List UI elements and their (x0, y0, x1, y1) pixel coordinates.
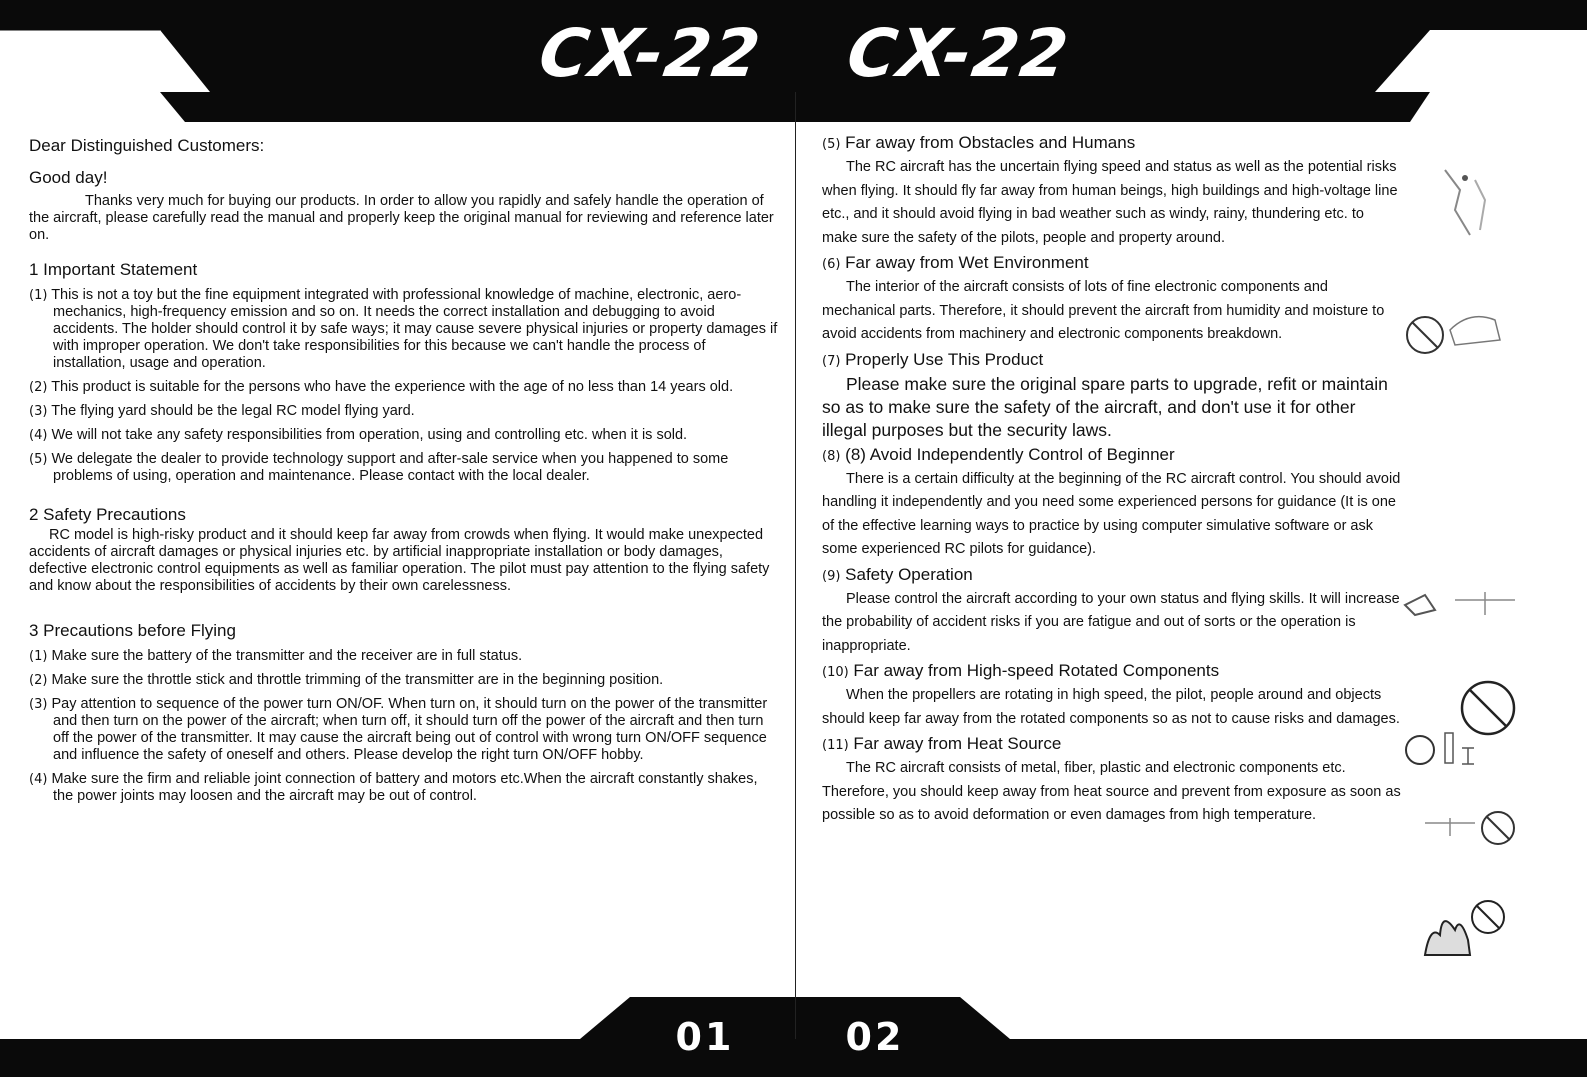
good-day: Good day! (29, 168, 108, 187)
rule-title: Far away from High-speed Rotated Components (853, 661, 1220, 680)
rule-heading (822, 733, 1402, 757)
s1-item (29, 287, 779, 372)
rule-title: Far away from Wet Environment (845, 253, 1089, 272)
rule-heading (822, 252, 1402, 276)
item-text: This is not a toy but the fine equipment integrated with professional knowledge of machine, electronic, aero-mechanics, high-frequency emission and so on. It needs the correct installation and debugging to avoid accidents. The holder should control it by safe ways; it may cause severe physical injuries or property damages if with improper operation. We don't take responsibilities for this because we can't handle the process of installation, usage and operation. (51, 287, 778, 371)
rule-title: Far away from Heat Source (853, 734, 1062, 753)
item-text: The flying yard should be the legal RC model flying yard. (51, 403, 415, 419)
footer-band (0, 987, 1587, 1077)
s1-item (29, 403, 779, 420)
s3-item (29, 648, 779, 665)
s3-item (29, 696, 779, 764)
rule-title: (8) Avoid Independently Control of Beginner (845, 444, 1175, 464)
item-number: (2) (29, 673, 48, 688)
no-heat-source-icon (1420, 895, 1520, 960)
item-text: Make sure the throttle stick and throttle trimming of the transmitter are in the beginning position. (51, 672, 664, 688)
item-number: (2) (29, 380, 48, 395)
item-text: Make sure the firm and reliable joint connection of battery and motors etc.When the aircraft constantly shakes, the power joints may loosen and the aircraft may be out of control. (51, 771, 758, 804)
s1-item (29, 451, 779, 485)
s1-item (29, 427, 779, 444)
section-2-title: 2 Safety Precautions (29, 505, 186, 524)
logo-cx22-left: CX-22 (534, 15, 767, 92)
rule-heading (822, 132, 1402, 156)
fatigue-warning-icon (1400, 678, 1525, 778)
rule-title: Properly Use This Product (845, 349, 1044, 369)
item-text: We delegate the dealer to provide technology support and after-sale service when you happened to some problems of using, operation and maintenance. Please contact with the local dealer. (51, 451, 729, 484)
rule-heading (822, 660, 1402, 684)
rule-heading (822, 564, 1402, 588)
rule-title: Safety Operation (845, 564, 973, 584)
section-2-text: RC model is high-risky product and it should keep far away from crowds when flying. It would make unexpected accidents of aircraft damages or physical injuries etc. by artificial inappropriate installation or body damages, defective electronic control equipments as well as familiar operation. The pilot must pay attention to the flying safety and know about the responsibilities of accidents by their own carelessness. (29, 527, 770, 594)
rule-heading (822, 349, 1402, 373)
section-3-title: 3 Precautions before Flying (29, 621, 236, 640)
item-text: Pay attention to sequence of the power turn ON/OF. When turn on, it should turn on the power of the transmitter and then turn on the power of the aircraft; when turn off, it should turn off the power of the aircraft and then turn off the power of the transmitter. It may cause the aircraft being out of control with wrong turn ON/OFF sequence and influence the safety of oneself and others. Please develop the right turn ON/OFF hobby. (51, 696, 768, 763)
item-number: (5) (29, 452, 48, 467)
simulator-practice-illustration (1390, 580, 1520, 630)
item-text: Make sure the battery of the transmitter and the receiver are in full status. (51, 648, 523, 664)
rule-number: (5) (822, 137, 841, 152)
item-number: (3) (29, 697, 48, 712)
rule-text: The RC aircraft consists of metal, fiber, plastic and electronic components etc. Therefore, you should keep away from heat source and prevent from exposure as soon as possible so as to avoid deformation or even damages from high temperature. (822, 760, 1401, 823)
rule-number: (9) (822, 568, 841, 584)
item-text: This product is suitable for the persons who have the experience with the age of no less than 14 years old. (51, 379, 734, 395)
no-water-icon (1400, 300, 1510, 360)
item-number: (4) (29, 428, 48, 443)
rule-heading (822, 444, 1402, 468)
intro-paragraph: Thanks very much for buying our products. In order to allow you rapidly and safely handle the operation of the aircraft, please carefully read the manual and properly keep the original manual for reviewing and reference later on. (29, 193, 774, 243)
header-band (0, 0, 1587, 122)
logo-cx22-right: CX-22 (842, 15, 1075, 92)
page-number-left: 01 (675, 1015, 735, 1059)
greeting: Dear Distinguished Customers: (29, 136, 265, 155)
section-1-title: 1 Important Statement (29, 260, 198, 279)
item-number: (3) (29, 404, 48, 419)
rule-text: The interior of the aircraft consists of lots of fine electronic components and mechanical parts. Therefore, it should prevent the aircraft from humidity and moisture to avoid accidents from machinery and electronic components breakdown. (822, 279, 1385, 342)
obstacle-warning-illustration (1415, 160, 1515, 240)
s3-item (29, 771, 779, 805)
rule-text: When the propellers are rotating in high speed, the pilot, people around and objects should keep far away from the rotated components so as not to cause risks and damages. (822, 687, 1400, 727)
rule-number: (7) (822, 353, 841, 369)
rule-number: (10) (822, 665, 849, 680)
left-page (29, 130, 779, 805)
rule-number: (8) (822, 448, 841, 464)
item-number: (1) (29, 288, 48, 303)
rule-number: (6) (822, 257, 841, 272)
rule-text: Please control the aircraft according to your own status and flying skills. It will increase the probability of accident risks if you are fatigue and out of sorts or the operation is inappropriate. (822, 590, 1400, 654)
no-propeller-contact-icon (1420, 808, 1520, 848)
s1-item (29, 379, 779, 396)
right-page (822, 130, 1402, 828)
rule-title: Far away from Obstacles and Humans (845, 133, 1136, 152)
item-number: (4) (29, 772, 48, 787)
rule-text: Please make sure the original spare parts to upgrade, refit or maintain so as to make sure the safety of the aircraft, and don't use it for other illegal purposes but the security laws. (822, 373, 1388, 440)
rule-number: (11) (822, 738, 849, 753)
item-number: (1) (29, 649, 48, 664)
rule-text: The RC aircraft has the uncertain flying speed and status as well as the potential risks when flying. It should fly far away from human beings, high buildings and high-voltage line etc., and it should avoid flying in bad weather such as windy, rainy, thundering etc. to make sure the safety of the pilots, people and property around. (822, 159, 1398, 246)
page-divider (795, 92, 796, 1039)
rule-text: There is a certain difficulty at the beginning of the RC aircraft control. You should avoid handling it independently and you need some experienced persons for guidance (It is one of the effective learning ways to practice by using computer simulative software or ask some experienced RC pilots for guidance). (822, 470, 1401, 557)
s3-item (29, 672, 779, 689)
page-number-right: 02 (845, 1015, 905, 1059)
item-text: We will not take any safety responsibilities from operation, using and controlling etc. when it is sold. (51, 427, 688, 443)
